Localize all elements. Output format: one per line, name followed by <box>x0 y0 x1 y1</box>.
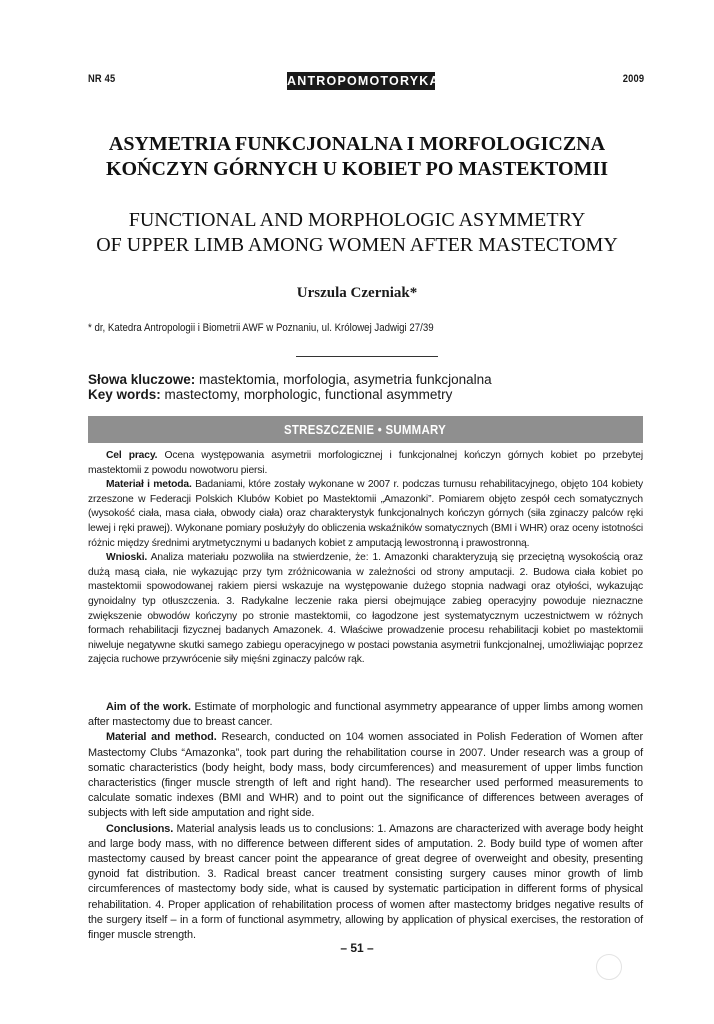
method-text-pl: Badaniami, które zostały wykonane w 2007 r. podczas turnusu rehabilitacyjnego, objęto 104 kobiety zrzeszone w Federacji Polskich Klubów Kobiet po Mastektomii „Amazonki”. Pomiarem objęto zespół cech somatycznych (wysokość ciała, masa ciała, obwody ciała) oraz charakterystyk funkcjonalnych kończyn górnych (siła zginaczy palców ręki lewej i ręki prawej). Wykonane pomiary posłużyły do obliczenia wskaźników somatycznych (BMI i WHR) oraz oceny istotności różnic między średnimi arytmetycznymi u badanych kobiet z amputacją lewostronną i prawostronną. <box>88 479 643 549</box>
conclusions-text-en: Material analysis leads us to conclusions: 1. Amazons are characterized with average body height and large body mass, with no difference between different sides of amputation. 2. Body build type of women after mastectomy caused by breast cancer point the appearance of great degree of overweight and obesity, presenting gynoid fat distribution. 3. Radical breast cancer treatment consisting surgery causes minor growth of limb circumferences of mastectomy body side, what is caused by systematic participation in different forms of physical rehabilitation. 4. Proper application of rehabilitation process of women after mastectomy bridges negative results of the surgery itself – in a form of functional asymmetry, allowing by application of physical exercises, the restoration of finger muscle strength. <box>88 822 643 942</box>
conclusions-label-pl: Wnioski. <box>106 552 148 564</box>
title-polish-line-2: KOŃCZYN GÓRNYCH U KOBIET PO MASTEKTOMII <box>105 158 609 180</box>
author-affiliation: * dr, Katedra Antropologii i Biometrii AWF w Poznaniu, ul. Królowej Jadwigi 27/39 <box>88 322 434 334</box>
keywords-english-text: mastectomy, morphologic, functional asymmetry <box>164 387 453 402</box>
keywords-english <box>88 387 452 403</box>
title-polish-line-1: ASYMETRIA FUNKCJONALNA I MORFOLOGICZNA <box>108 133 606 155</box>
abstract-english-conclusions <box>88 822 643 944</box>
aim-text-en: Estimate of morphologic and functional asymmetry appearance of upper limbs among women after mastectomy due to breast cancer. <box>88 701 643 729</box>
abstract-polish <box>88 449 643 668</box>
abstract-polish-conclusions <box>88 551 643 668</box>
abstract-english-aim <box>88 700 643 730</box>
abstract-english <box>88 700 643 943</box>
journal-name-badge: ANTROPOMOTORYKA <box>287 74 440 88</box>
method-text-en: Research, conducted on 104 women associated in Polish Federation of Women after Mastectomy Clubs “Amazonka”, took part during the rehabilitation course in 2007. Under research was a group of somatic characteristics (body height, body mass, body circumferences) and measurement of upper limbs function characteristics (finger muscle strength of left and right hand). The researcher used performed measurements to calculate somatic indexes (BMI and WHR) and to point out the significance of differences between averages of subjects with left side amputation and right side. <box>88 731 643 820</box>
aim-text-pl: Ocena występowania asymetrii morfologicznej i funkcjonalnej kończyn górnych kobiet po przebytej mastektomii z powodu nowotworu piersi. <box>88 450 644 476</box>
method-label-pl: Materiał i metoda. <box>106 479 192 491</box>
aim-label-pl: Cel pracy. <box>106 450 158 461</box>
issue-number: NR 45 <box>88 73 116 85</box>
title-english <box>0 208 714 258</box>
keywords-english-label: Key words: <box>88 387 161 402</box>
conclusions-label-en: Conclusions. <box>106 822 174 835</box>
author-name: Urszula Czerniak* <box>296 285 418 301</box>
title-english-line-1: FUNCTIONAL AND MORPHOLOGIC ASYMMETRY <box>128 209 586 231</box>
page-number: – 51 – <box>340 941 374 955</box>
keywords-polish <box>88 372 492 388</box>
abstract-polish-aim <box>88 449 643 478</box>
keywords-polish-label: Słowa kluczowe: <box>88 372 196 387</box>
abstract-polish-method <box>88 478 643 551</box>
title-polish <box>0 132 714 182</box>
title-english-line-2: OF UPPER LIMB AMONG WOMEN AFTER MASTECTOMY <box>96 234 618 256</box>
summary-heading: STRESZCZENIE • SUMMARY <box>284 422 447 437</box>
watermark-seal-icon <box>596 954 622 980</box>
keywords-polish-text: mastektomia, morfologia, asymetria funkcjonalna <box>199 372 492 387</box>
summary-heading-bar <box>88 416 643 443</box>
conclusions-text-pl: Analiza materiału pozwoliła na stwierdzenie, że: 1. Amazonki charakteryzują się przeciętną wysokością oraz dużą masą ciała, nie wykazując przy tym zróżnicowania w zależności od strony amputacji. 2. Budowa ciała kobiet po mastektomii spowodowanej rakiem piersi wskazuje na występowanie dużego stopnia nadwagi oraz otyłości, wykazując gynoidalny typ otłuszczenia. 3. Radykalne leczenie raka piersi obejmujące zabieg operacyjny powoduje nieznaczne zwiększenie obwodów kończyny po stronie mastektomii, co łagodzone jest systematycznym uczestnictwem w różnych formach rehabilitacji fizycznej badanych Amazonek. 4. Właściwe prowadzenie procesu rehabilitacji kobiet po mastektomii niweluje negatywne skutki samego zabiegu operacyjnego w postaci powstania asymetrii funkcjonalnej, umożliwiając poprzez zajęcia ruchowe przywrócenie siły mięśni zginaczy palców rąk. <box>88 552 643 666</box>
method-label-en: Material and method. <box>106 731 217 744</box>
abstract-english-method <box>88 730 643 821</box>
aim-label-en: Aim of the work. <box>106 701 191 713</box>
separator-rule <box>296 356 438 357</box>
issue-year: 2009 <box>622 73 644 85</box>
